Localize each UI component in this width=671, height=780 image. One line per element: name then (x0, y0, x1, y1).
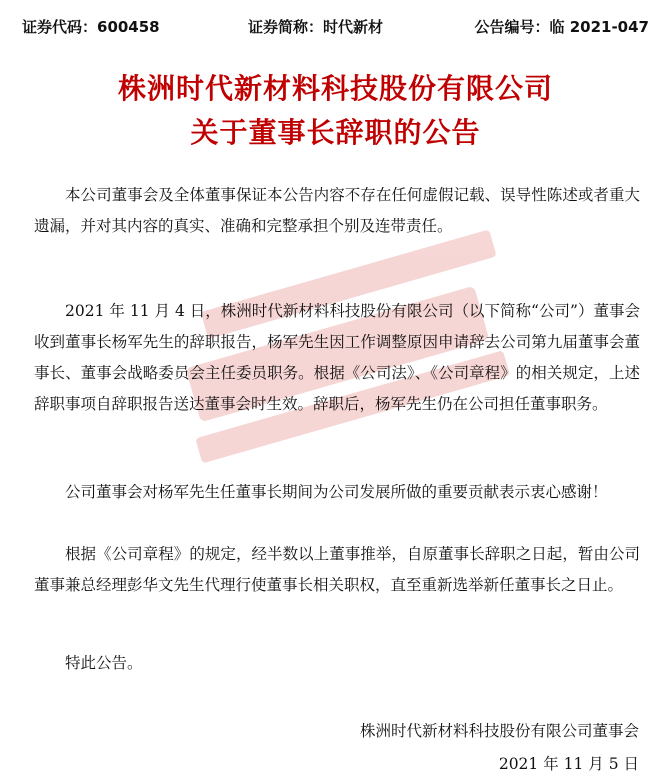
disclaimer-paragraph: 本公司董事会及全体董事保证本公告内容不存在任何虚假记载、误导性陈述或者重大遗漏，并对其内容的真实、准确和完整承担个别及连带责任。 (34, 186, 640, 235)
announcement-header (22, 16, 649, 40)
signature-date: 2021 年 11 月 5 日 (498, 755, 639, 773)
stock-code: 证券代码：600458 (22, 18, 160, 36)
closing-paragraph: 特此公告。 (65, 654, 143, 672)
announcement-title: 关于董事长辞职的公告 (190, 116, 481, 149)
resignation-paragraph: 2021 年 11 月 4 日，株洲时代新材料科技股份有限公司（以下简称“公司”）董事会收到董事长杨军先生的辞职报告，杨军先生因工作调整原因申请辞去公司第九届董事会董事长、董事会战略委员会主任委员职务。根据《公司法》、《公司章程》的相关规定，上述辞职事项自辞职报告送达董事会时生效。辞职后，杨军先生仍在公司担任董事职务。 (34, 302, 640, 413)
company-title: 株洲时代新材料科技股份有限公司 (117, 72, 553, 105)
stock-name: 证券简称：时代新材 (248, 18, 384, 36)
signature-organization: 株洲时代新材料科技股份有限公司董事会 (359, 722, 639, 740)
thanks-paragraph: 公司董事会对杨军先生任董事长期间为公司发展所做的重要贡献表示衷心感谢！ (65, 483, 608, 501)
announcement-number: 公告编号：临 2021-047 (474, 18, 649, 36)
acting-chairman-paragraph: 根据《公司章程》的规定，经半数以上董事推举，自原董事长辞职之日起，暂由公司董事兼总经理彭华文先生代理行使董事长相关职权，直至重新选举新任董事长之日止。 (34, 545, 640, 594)
